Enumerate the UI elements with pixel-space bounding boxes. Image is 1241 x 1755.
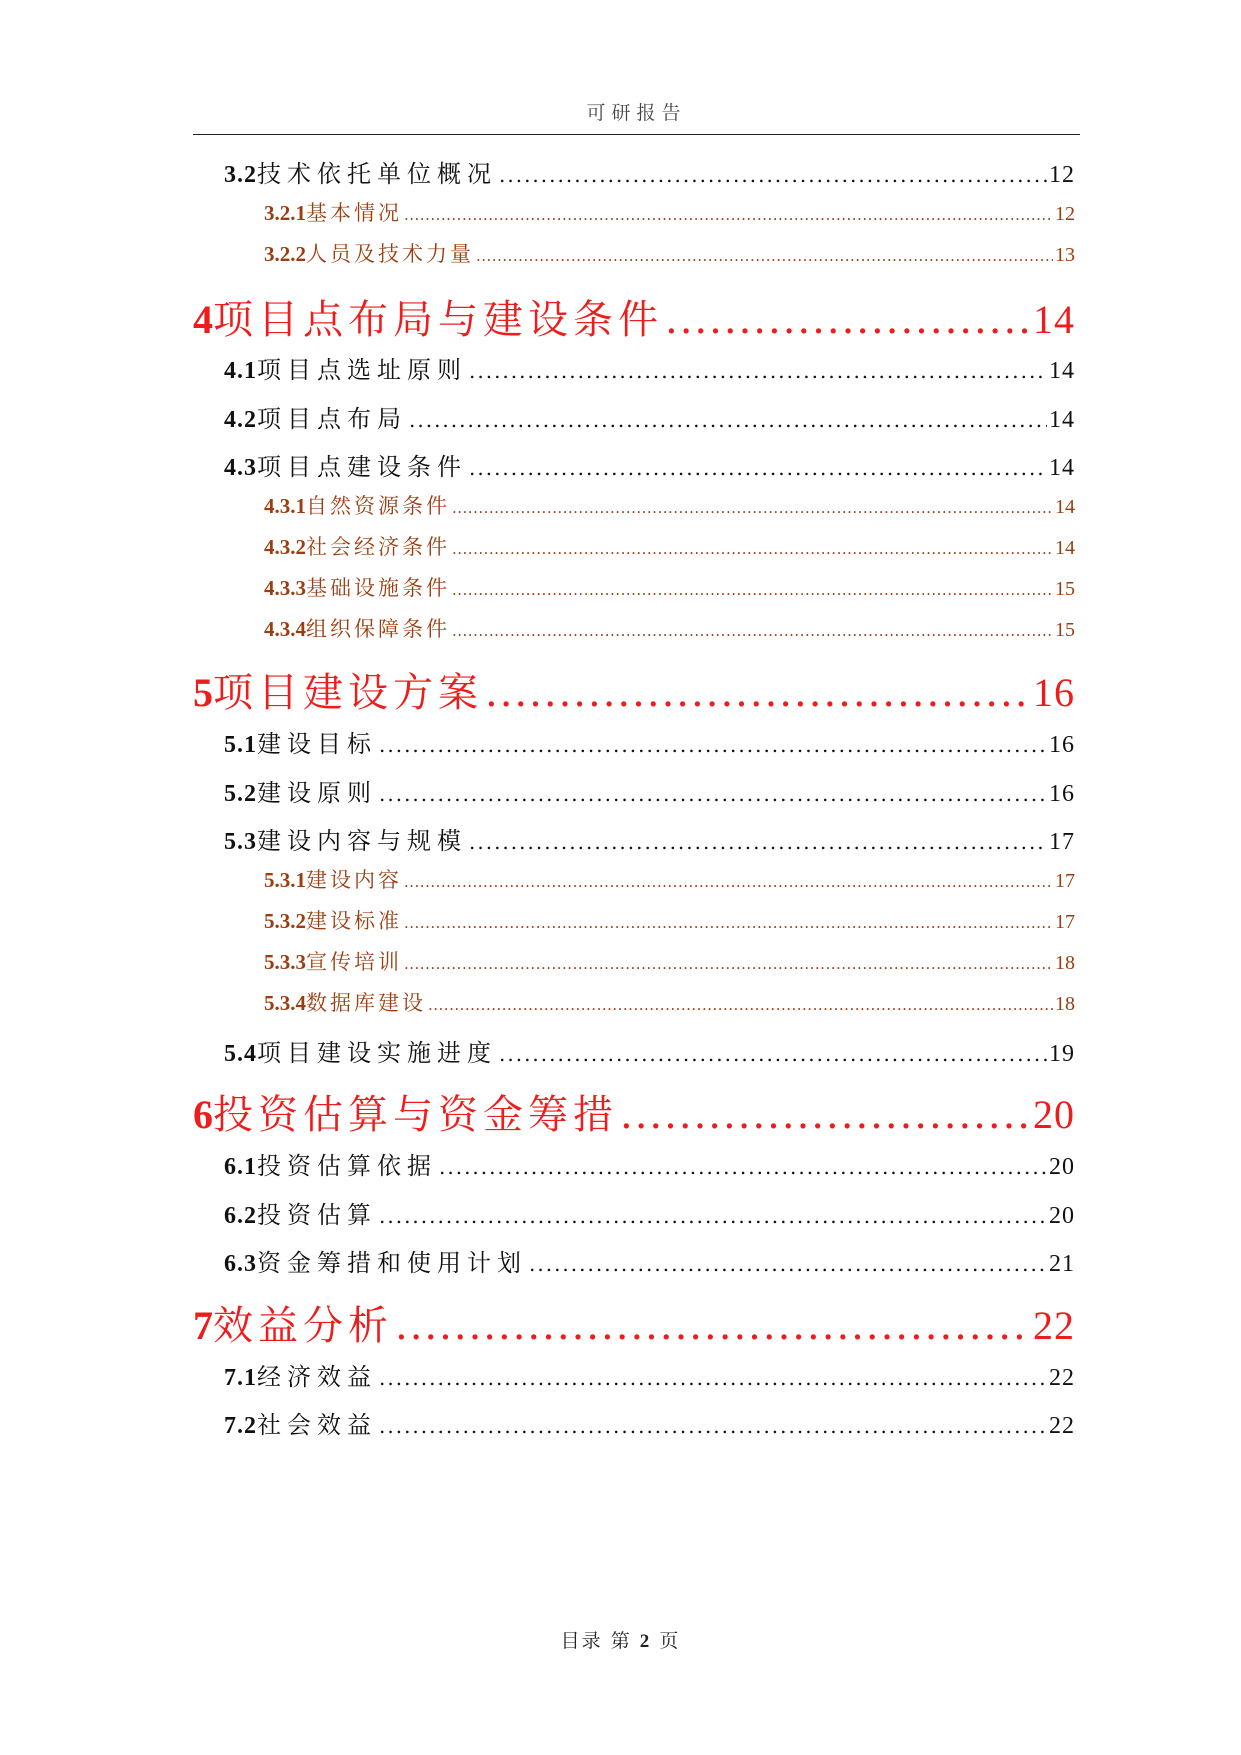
toc-entry-level-3[interactable] bbox=[264, 197, 1075, 225]
toc-entry-number: 5.3.3 bbox=[264, 950, 306, 974]
toc-entry-level-2[interactable] bbox=[224, 154, 1075, 186]
toc-entry-level-3[interactable] bbox=[264, 864, 1075, 892]
toc-dot-leader bbox=[452, 499, 1053, 517]
toc-entry-number: 4 bbox=[193, 297, 213, 338]
toc-entry-title: 宣传培训 bbox=[306, 950, 402, 974]
toc-entry-number: 5.3.1 bbox=[264, 868, 306, 892]
toc-dot-leader bbox=[452, 540, 1053, 558]
toc-entry-title: 基本情况 bbox=[306, 201, 402, 225]
toc-entry-level-3[interactable] bbox=[264, 238, 1075, 266]
toc-dot-leader bbox=[379, 1204, 1047, 1227]
toc-entry-page: 20 bbox=[1049, 1154, 1075, 1178]
toc-dot-leader bbox=[395, 1303, 1031, 1344]
toc-entry-level-3[interactable] bbox=[264, 613, 1075, 641]
toc-entry-title: 投资估算依据 bbox=[257, 1152, 437, 1178]
toc-entry-number: 6.3 bbox=[224, 1251, 257, 1275]
toc-entry-number: 5.3.4 bbox=[264, 991, 306, 1015]
toc-entry-level-3[interactable] bbox=[264, 531, 1075, 559]
toc-entry-level-2[interactable] bbox=[224, 1405, 1075, 1437]
toc-entry-page: 16 bbox=[1049, 732, 1075, 756]
toc-entry-page: 22 bbox=[1049, 1413, 1075, 1437]
toc-entry-title: 社会经济条件 bbox=[306, 535, 450, 559]
toc-entry-number: 4.3 bbox=[224, 455, 257, 479]
toc-entry-number: 4.2 bbox=[224, 407, 257, 431]
toc-dot-leader bbox=[485, 670, 1031, 711]
toc-entry-page: 18 bbox=[1055, 993, 1075, 1015]
toc-dot-leader bbox=[404, 873, 1053, 891]
toc-entry-title: 资金筹措和使用计划 bbox=[257, 1249, 527, 1275]
toc-entry-page: 22 bbox=[1033, 1303, 1075, 1344]
toc-entry-title: 建设标准 bbox=[306, 909, 402, 933]
toc-dot-leader bbox=[379, 733, 1047, 756]
toc-entry-page: 19 bbox=[1049, 1041, 1075, 1065]
page-header: 可研报告 bbox=[586, 102, 687, 124]
toc-entry-number: 6.2 bbox=[224, 1203, 257, 1227]
toc-entry-page: 14 bbox=[1055, 537, 1075, 559]
toc-entry-level-2[interactable] bbox=[224, 773, 1075, 805]
toc-dot-leader bbox=[404, 914, 1053, 932]
toc-entry-title: 人员及技术力量 bbox=[306, 242, 474, 266]
toc-entry-number: 5.4 bbox=[224, 1041, 257, 1065]
toc-dot-leader bbox=[469, 359, 1047, 382]
toc-entry-level-2[interactable] bbox=[224, 1195, 1075, 1227]
toc-entry-title: 建设内容与规模 bbox=[257, 827, 467, 853]
toc-entry-number: 6.1 bbox=[224, 1154, 257, 1178]
toc-entry-title: 投资估算 bbox=[257, 1201, 377, 1227]
toc-entry-number: 4.1 bbox=[224, 358, 257, 382]
toc-dot-leader bbox=[439, 1155, 1047, 1178]
toc-dot-leader bbox=[428, 996, 1053, 1014]
toc-entry-number: 3.2.2 bbox=[264, 242, 306, 266]
toc-entry-level-2[interactable] bbox=[224, 1357, 1075, 1389]
toc-entry-title: 经济效益 bbox=[257, 1363, 377, 1389]
toc-entry-page: 17 bbox=[1055, 911, 1075, 933]
toc-entry-page: 14 bbox=[1049, 407, 1075, 431]
toc-dot-leader bbox=[469, 830, 1047, 853]
toc-dot-leader bbox=[620, 1092, 1031, 1133]
toc-entry-level-2[interactable] bbox=[224, 1146, 1075, 1178]
toc-entry-title: 自然资源条件 bbox=[306, 494, 450, 518]
toc-entry-page: 21 bbox=[1049, 1251, 1075, 1275]
toc-entry-page: 22 bbox=[1049, 1365, 1075, 1389]
toc-dot-leader bbox=[499, 1042, 1047, 1065]
toc-entry-page: 16 bbox=[1049, 781, 1075, 805]
toc-entry-title: 投资估算与资金筹措 bbox=[213, 1092, 618, 1133]
toc-entry-level-2[interactable] bbox=[224, 821, 1075, 853]
toc-entry-level-2[interactable] bbox=[224, 350, 1075, 382]
toc-entry-number: 4.3.2 bbox=[264, 535, 306, 559]
toc-dot-leader bbox=[379, 782, 1047, 805]
toc-entry-number: 6 bbox=[193, 1092, 213, 1133]
toc-entry-page: 14 bbox=[1049, 358, 1075, 382]
toc-entry-title: 组织保障条件 bbox=[306, 617, 450, 641]
toc-entry-number: 7.2 bbox=[224, 1413, 257, 1437]
toc-entry-level-3[interactable] bbox=[264, 987, 1075, 1015]
toc-entry-page: 15 bbox=[1055, 619, 1075, 641]
toc-entry-level-1[interactable] bbox=[193, 661, 1075, 711]
toc-entry-number: 4.3.3 bbox=[264, 576, 306, 600]
toc-entry-level-2[interactable] bbox=[224, 399, 1075, 431]
footer-suffix: 页 bbox=[659, 1630, 681, 1652]
toc-entry-page: 15 bbox=[1055, 578, 1075, 600]
toc-entry-page: 12 bbox=[1049, 162, 1075, 186]
toc-dot-leader bbox=[469, 456, 1047, 479]
toc-entry-title: 基础设施条件 bbox=[306, 576, 450, 600]
footer-page-number: 2 bbox=[639, 1631, 652, 1652]
toc-entry-page: 17 bbox=[1055, 870, 1075, 892]
toc-entry-page: 16 bbox=[1033, 670, 1075, 711]
toc-dot-leader bbox=[404, 955, 1053, 973]
toc-entry-page: 14 bbox=[1033, 297, 1075, 338]
toc-dot-leader bbox=[452, 581, 1053, 599]
toc-entry-title: 项目点布局与建设条件 bbox=[213, 297, 663, 338]
toc-dot-leader bbox=[452, 622, 1053, 640]
toc-entry-level-1[interactable] bbox=[193, 1083, 1075, 1133]
toc-entry-level-3[interactable] bbox=[264, 946, 1075, 974]
toc-entry-level-2[interactable] bbox=[224, 1243, 1075, 1275]
toc-entry-number: 5.2 bbox=[224, 781, 257, 805]
toc-entry-title: 项目点选址原则 bbox=[257, 356, 467, 382]
toc-entry-title: 社会效益 bbox=[257, 1411, 377, 1437]
footer-prefix: 目录 第 bbox=[560, 1630, 632, 1652]
toc-entry-number: 3.2 bbox=[224, 162, 257, 186]
toc-entry-title: 建设原则 bbox=[257, 779, 377, 805]
toc-dot-leader bbox=[499, 163, 1047, 186]
toc-entry-number: 7.1 bbox=[224, 1365, 257, 1389]
toc-entry-title: 建设内容 bbox=[306, 868, 402, 892]
toc-entry-number: 5 bbox=[193, 670, 213, 711]
toc-entry-page: 14 bbox=[1055, 496, 1075, 518]
toc-dot-leader bbox=[476, 247, 1053, 265]
toc-entry-title: 技术依托单位概况 bbox=[257, 160, 497, 186]
toc-entry-page: 20 bbox=[1033, 1092, 1075, 1133]
toc-dot-leader bbox=[665, 297, 1031, 338]
toc-dot-leader bbox=[409, 408, 1047, 431]
toc-entry-level-2[interactable] bbox=[224, 724, 1075, 756]
toc-entry-number: 4.3.1 bbox=[264, 494, 306, 518]
toc-entry-page: 18 bbox=[1055, 952, 1075, 974]
toc-entry-title: 效益分析 bbox=[213, 1303, 393, 1344]
toc-entry-number: 3.2.1 bbox=[264, 201, 306, 225]
toc-dot-leader bbox=[404, 206, 1053, 224]
toc-entry-title: 项目建设方案 bbox=[213, 670, 483, 711]
toc-entry-number: 5.3 bbox=[224, 829, 257, 853]
toc-entry-page: 13 bbox=[1055, 244, 1075, 266]
toc-entry-number: 4.3.4 bbox=[264, 617, 306, 641]
toc-entry-level-1[interactable] bbox=[193, 1294, 1075, 1344]
toc-dot-leader bbox=[379, 1414, 1047, 1437]
toc-entry-title: 数据库建设 bbox=[306, 991, 426, 1015]
toc-entry-level-2[interactable] bbox=[224, 1033, 1075, 1065]
toc-entry-title: 项目点建设条件 bbox=[257, 453, 467, 479]
toc-entry-level-1[interactable] bbox=[193, 288, 1075, 338]
toc-entry-page: 12 bbox=[1055, 203, 1075, 225]
toc-entry-title: 项目点布局 bbox=[257, 405, 407, 431]
toc-entry-title: 项目建设实施进度 bbox=[257, 1039, 497, 1065]
toc-entry-page: 20 bbox=[1049, 1203, 1075, 1227]
toc-dot-leader bbox=[379, 1366, 1047, 1389]
toc-entry-number: 7 bbox=[193, 1303, 213, 1344]
toc-entry-title: 建设目标 bbox=[257, 730, 377, 756]
page-footer bbox=[0, 1626, 1241, 1653]
toc-entry-number: 5.3.2 bbox=[264, 909, 306, 933]
toc-entry-level-3[interactable] bbox=[264, 572, 1075, 600]
toc-entry-level-2[interactable] bbox=[224, 447, 1075, 479]
toc-dot-leader bbox=[529, 1252, 1047, 1275]
toc-entry-page: 17 bbox=[1049, 829, 1075, 853]
toc-entry-level-3[interactable] bbox=[264, 490, 1075, 518]
toc-entry-page: 14 bbox=[1049, 455, 1075, 479]
toc-entry-level-3[interactable] bbox=[264, 905, 1075, 933]
toc-entry-number: 5.1 bbox=[224, 732, 257, 756]
